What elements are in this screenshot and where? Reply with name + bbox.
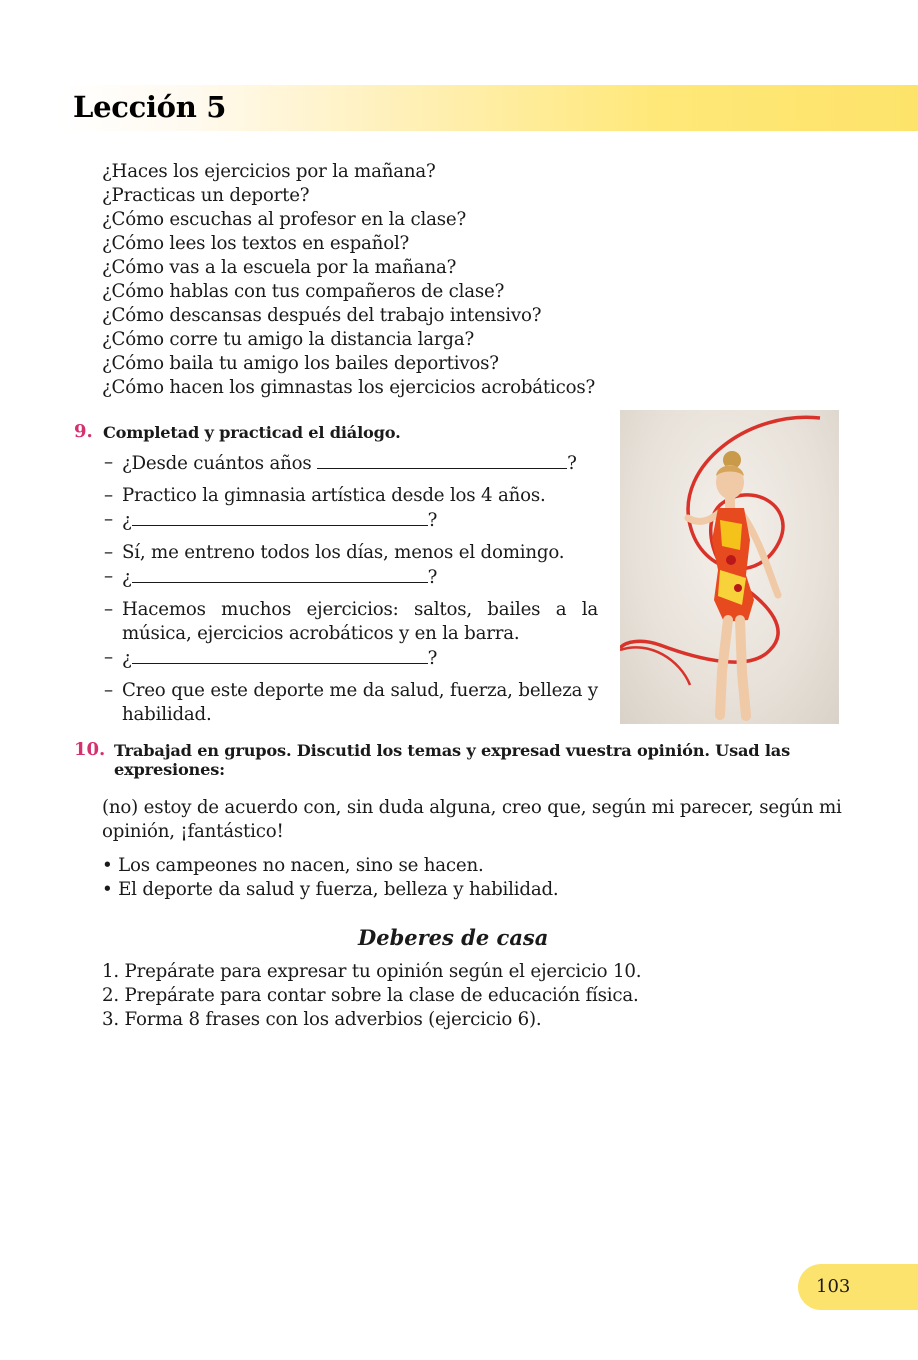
page-number: 103 (816, 1276, 851, 1297)
left-arm-shape (688, 512, 720, 521)
homework-item: 2. Prepárate para contar sobre la clase de educación física. (102, 985, 639, 1006)
dialog-suffix: ? (427, 510, 438, 531)
dialog-dash: – (104, 680, 113, 701)
homework-item: 1. Prepárate para expresar tu opinión según el ejercicio 10. (102, 961, 642, 982)
dialog-dash: – (104, 566, 113, 587)
dialog-line (104, 508, 598, 533)
exercise-9-instruction: Completad y practicad el diálogo. (103, 423, 401, 442)
right-leg-shape (740, 620, 746, 716)
dialog-line (104, 598, 598, 646)
question-item: ¿Cómo descansas después del trabajo intensivo? (102, 305, 542, 326)
dialog-suffix: ? (427, 648, 438, 669)
question-item: ¿Cómo corre tu amigo la distancia larga? (102, 329, 475, 350)
dialog-prefix: ¿ (122, 648, 132, 669)
dialog-dash: – (104, 599, 113, 620)
dialog-dash: – (104, 647, 113, 668)
homework-title: Deberes de casa (358, 925, 549, 950)
leotard-dot-shape (726, 555, 736, 565)
exercise-9-number: 9. (74, 421, 93, 442)
lesson-title: Lección 5 (73, 90, 227, 124)
exercise-10-instruction: Trabajad en grupos. Discutid los temas y expresad vuestra opinión. Usad las expresiones: (114, 741, 791, 779)
dialog-dash: – (104, 509, 113, 530)
dialog-dash: – (104, 452, 113, 473)
expressions-text: (no) estoy de acuerdo con, sin duda alguna, creo que, según mi parecer, según mi opinión, ¡fantástico! (102, 797, 842, 842)
topic-item: • Los campeones no nacen, sino se hacen. (102, 855, 484, 876)
dialog-dash: – (104, 542, 113, 563)
question-item: ¿Cómo hablas con tus compañeros de clase? (102, 281, 505, 302)
answer-blank[interactable] (132, 646, 428, 664)
answer-blank[interactable] (132, 508, 428, 526)
dialog-suffix: ? (427, 567, 438, 588)
neck-shape (725, 496, 735, 508)
dialog-line (104, 679, 598, 727)
left-leg-shape (720, 620, 728, 715)
dialog-line (104, 565, 598, 590)
question-item: ¿Cómo vas a la escuela por la mañana? (102, 257, 457, 278)
dialog-text: Hacemos muchos ejercicios: saltos, bailes a la música, ejercicios acrobáticos y en la barra. (122, 599, 598, 644)
dialog-prefix: ¿Desde cuántos años (122, 453, 318, 474)
dialog-text: Practico la gimnasia artística desde los 4 años. (122, 485, 546, 506)
homework-item: 3. Forma 8 frases con los adverbios (ejercicio 6). (102, 1009, 542, 1030)
dialog-text: Sí, me entreno todos los días, menos el domingo. (122, 542, 565, 563)
question-item: ¿Cómo hacen los gimnastas los ejercicios acrobáticos? (102, 377, 596, 398)
dialog-text: Creo que este deporte me da salud, fuerza, belleza y habilidad. (122, 680, 598, 725)
dialog-line (104, 541, 598, 565)
topic-item: • El deporte da salud y fuerza, belleza y habilidad. (102, 879, 559, 900)
dialog-prefix: ¿ (122, 567, 132, 588)
question-item: ¿Haces los ejercicios por la mañana? (102, 161, 436, 182)
topic-list (102, 854, 559, 902)
dialog-line (104, 646, 598, 671)
question-item: ¿Practicas un deporte? (102, 185, 310, 206)
gymnast-photo (620, 410, 839, 724)
exercise-10-number: 10. (74, 739, 106, 760)
gymnast-illustration (620, 410, 839, 724)
answer-blank[interactable] (132, 565, 428, 583)
dialog-line (104, 484, 598, 508)
dialog-prefix: ¿ (122, 510, 132, 531)
question-item: ¿Cómo escuchas al profesor en la clase? (102, 209, 467, 230)
question-item: ¿Cómo lees los textos en español? (102, 233, 410, 254)
answer-blank[interactable] (317, 451, 567, 469)
leotard-dot-shape (734, 584, 742, 592)
dialog-suffix: ? (567, 453, 577, 474)
question-list (102, 160, 595, 400)
homework-list (102, 960, 641, 1032)
question-item: ¿Cómo baila tu amigo los bailes deportivos? (102, 353, 499, 374)
leotard-pattern-shape (720, 520, 742, 550)
dialog-line (104, 451, 598, 476)
dialog-dash: – (104, 485, 113, 506)
dialog-list (104, 451, 598, 727)
